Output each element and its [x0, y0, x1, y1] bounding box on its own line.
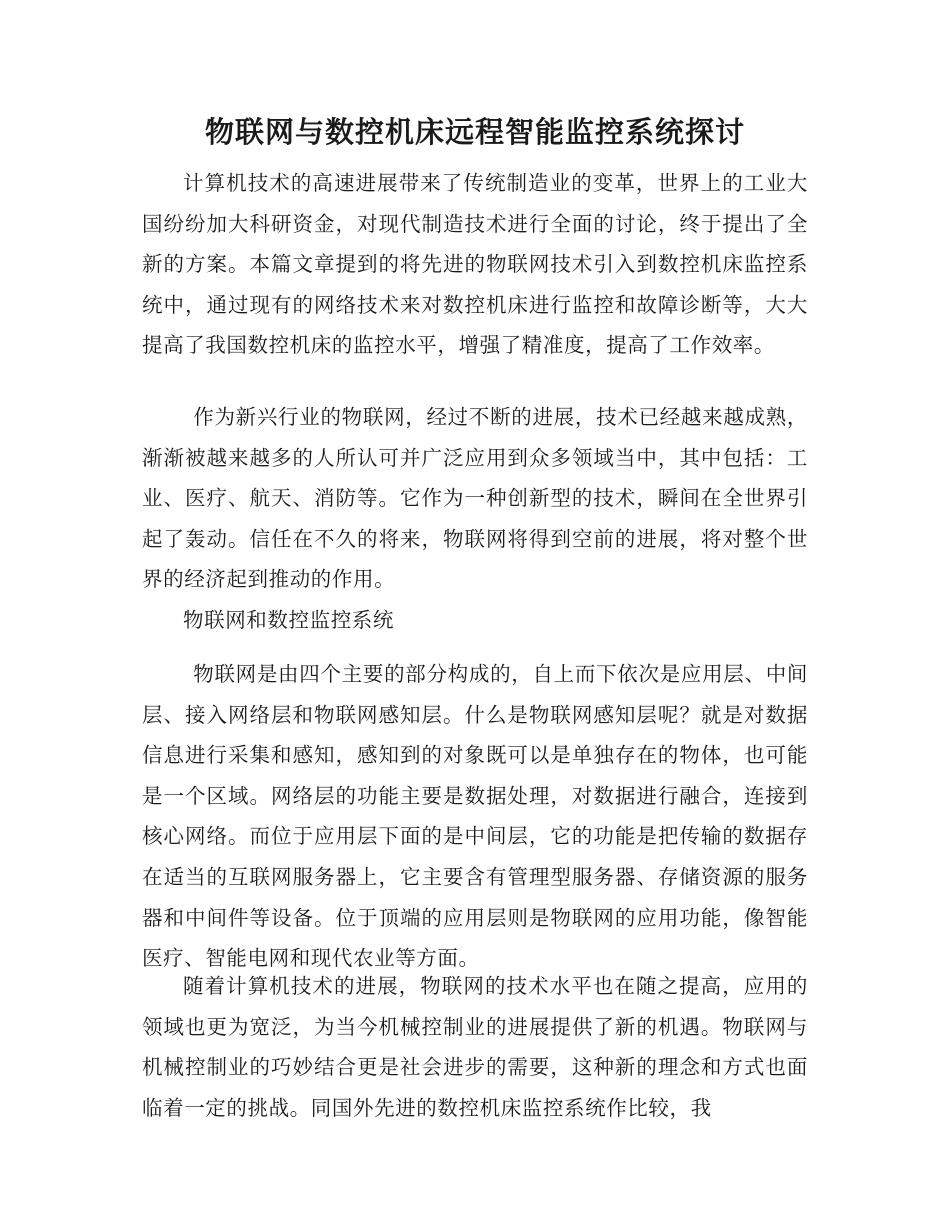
document-title: 物联网与数控机床远程智能监控系统探讨 — [204, 115, 745, 149]
paragraph-iot-layers: 物联网是由四个主要的部分构成的，自上而下依次是应用层、中间层、接入网络层和物联网感知层。什么是物联网感知层呢？就是对数据信息进行采集和感知，感知到的对象既可以是单独存在的物体，也可能是一个区域。网络层的功能主要是数据处理，对数据进行融合，连接到核心网络。而位于应用层下面的是中间层，它的功能是把传输的数据存在适当的互联网服务器上，它主要含有管理型服务器、存储资源的服务器和中间件等设备。位于顶端的应用层则是物联网的应用功能，像智能医疗、智能电网和现代农业等方面。 — [142, 662, 808, 971]
paragraph-machine-control: 随着计算机技术的进展，物联网的技术水平也在随之提高，应用的领域也更为宽泛，为当今机械控制业的进展提供了新的机遇。物联网与机械控制业的巧妙结合更是社会进步的需要，这种新的理念和方式也面临着一定的挑战。同国外先进的数控机床监控系统作比较，我 — [142, 974, 808, 1120]
paragraph-iot-development: 作为新兴行业的物联网，经过不断的进展，技术已经越来越成熟，渐渐被越来越多的人所认可并广泛应用到众多领域当中，其中包括：工业、医疗、航天、消防等。它作为一种创新型的技术，瞬间在全世界引起了轰动。信任在不久的将来，物联网将得到空前的进展，将对整个世界的经济起到推动的作用。 — [142, 405, 808, 592]
section-heading: 物联网和数控监控系统 — [183, 608, 394, 632]
paragraph-intro: 计算机技术的高速进展带来了传统制造业的变革，世界上的工业大国纷纷加大科研资金，对现代制造技术进行全面的讨论，终于提出了全新的方案。本篇文章提到的将先进的物联网技术引入到数控机床监控系统中，通过现有的网络技术来对数控机床进行监控和故障诊断等，大大提高了我国数控机床的监控水平，增强了精准度，提高了工作效率。 — [142, 171, 808, 358]
